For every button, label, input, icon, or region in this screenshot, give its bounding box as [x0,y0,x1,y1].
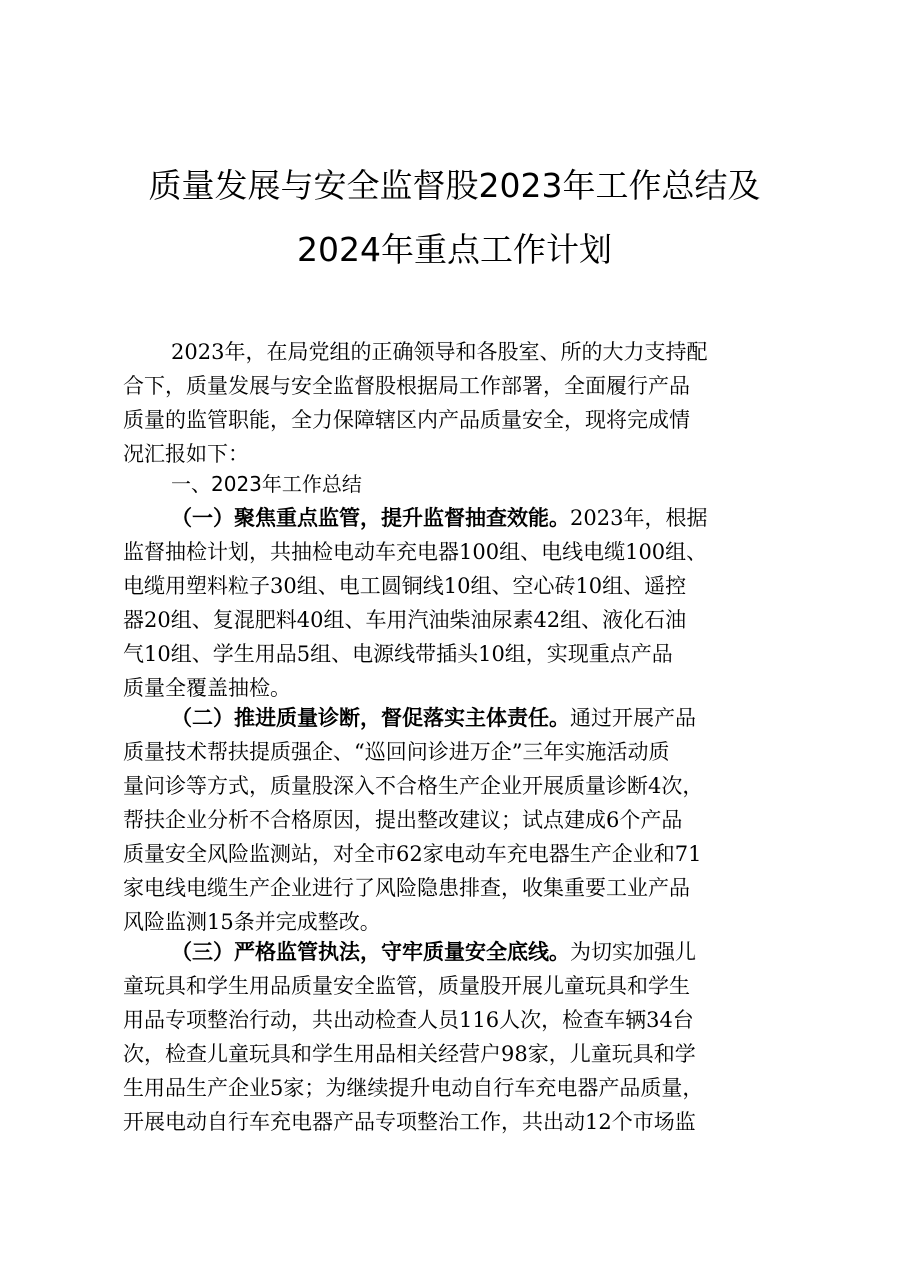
text-line: 质量全覆盖抽检。 [123,676,291,700]
paragraph-text: 通过开展产品 [570,706,696,730]
document-title-line-1: 质量发展与安全监督股2023年工作总结及 [148,166,761,205]
text-line [171,501,707,535]
text-line: 量问诊等方式，质量股深入不合格生产企业开展质量诊断4次， [123,774,704,798]
text-line: 况汇报如下： [123,442,249,466]
text-line: 用品专项整治行动，共出动检查人员116人次，检查车辆34台 [123,1008,694,1032]
text-line: 器20组、复混肥料40组、车用汽油柴油尿素42组、液化石油 [123,608,687,632]
text-line: 电缆用塑料粒子30组、电工圆铜线10组、空心砖10组、遥控 [123,574,687,598]
text-line: 童玩具和学生用品质量安全监管，质量股开展儿童玩具和学生 [123,974,690,998]
paragraph-lead: （二）推进质量诊断，督促落实主体责任。 [171,705,570,730]
paragraph-lead: （一）聚焦重点监管，提升监督抽查效能。 [171,505,570,530]
text-line: 质量安全风险监测站，对全市62家电动车充电器生产企业和71 [123,842,702,866]
text-line: 质量的监管职能，全力保障辖区内产品质量安全，现将完成情 [123,408,690,432]
text-line: 2023年，在局党组的正确领导和各股室、所的大力支持配 [171,340,708,364]
text-line: 质量技术帮扶提质强企、“巡回问诊进万企”三年实施活动质 [123,740,670,764]
text-line: 生用品生产企业5家；为继续提升电动自行车充电器产品质量， [123,1076,704,1100]
text-line: 合下，质量发展与安全监督股根据局工作部署，全面履行产品 [123,374,690,398]
text-line: 帮扶企业分析不合格原因，提出整改建议；试点建成6个产品 [123,808,683,832]
text-line: 监督抽检计划，共抽检电动车充电器100组、电线电缆100组、 [123,540,708,564]
text-line [171,935,696,969]
paragraph-lead: （三）严格监管执法，守牢质量安全底线。 [171,939,570,964]
document-title-line-2: 2024年重点工作计划 [297,230,612,269]
text-line: 气10组、学生用品5组、电源线带插头10组，实现重点产品 [123,642,673,666]
text-line: 开展电动自行车充电器产品专项整治工作，共出动12个市场监 [123,1110,696,1134]
text-line [171,701,696,735]
paragraph-text: 2023年，根据 [570,506,708,530]
text-line: 次，检查儿童玩具和学生用品相关经营户98家，儿童玩具和学 [123,1042,696,1066]
text-line: 家电线电缆生产企业进行了风险隐患排查，收集重要工业产品 [123,876,690,900]
paragraph-text: 为切实加强儿 [570,940,696,964]
text-line: 风险监测15条并完成整改。 [123,910,381,934]
section-heading: 一、2023年工作总结 [171,472,362,496]
